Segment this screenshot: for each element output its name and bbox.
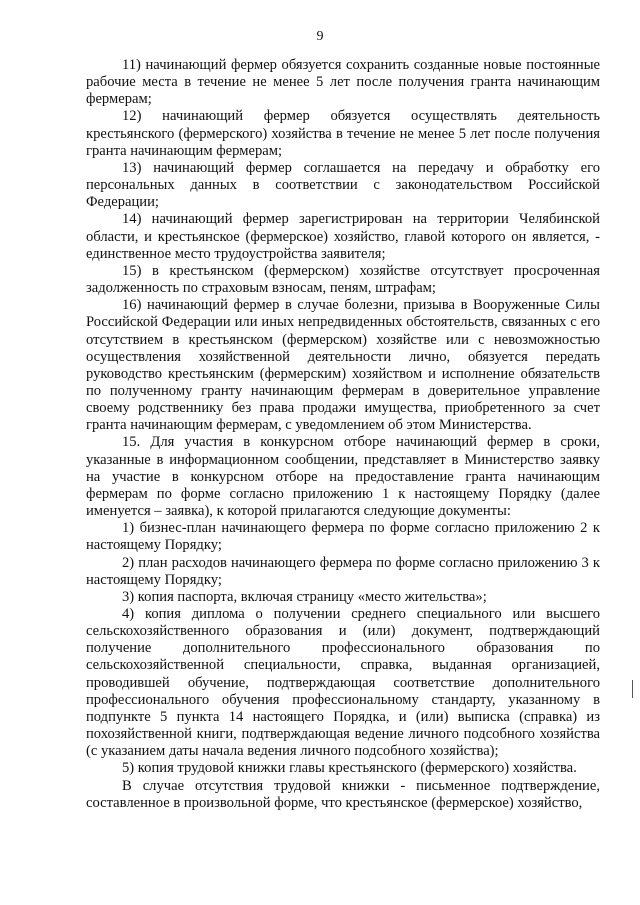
continuation-paragraph: В случае отсутствия трудовой книжки - письменное подтверждение, составленное в произвольной форме, что крестьянское (фермерское) хозяйство, [86, 777, 600, 811]
paragraph-item-15: 15) в крестьянском (фермерском) хозяйстве отсутствует просроченная задолженность по страховым взносам, пеням, штрафам; [86, 262, 600, 297]
scan-margin-mark [632, 680, 633, 698]
document-list-item-5: 5) копия трудовой книжки главы крестьянского (фермерского) хозяйства. [122, 760, 577, 777]
paragraph-item-14: 14) начинающий фермер зарегистрирован на территории Челябинской области, и крестьянское (фермерское) хозяйство, главой которого он является, - единственное место трудоустройства заявителя; [86, 211, 600, 262]
document-body [86, 57, 600, 812]
document-list-item-1: 1) бизнес-план начинающего фермера по форме согласно приложению 2 к настоящему Порядку; [86, 520, 600, 554]
document-list-item-3: 3) копия паспорта, включая страницу «место жительства»; [122, 588, 487, 605]
page-number: 9 [316, 29, 324, 44]
paragraph-item-12: 12) начинающий фермер обязуется осуществлять деятельность крестьянского (фермерского) хозяйства в течение не менее 5 лет после получения гранта начинающим фермерам; [86, 108, 600, 159]
paragraph-item-11: 11) начинающий фермер обязуется сохранить созданные новые постоянные рабочие места в течение не менее 5 лет после получения гранта начинающим фермерам; [86, 57, 600, 108]
document-list-item-2: 2) план расходов начинающего фермера по форме согласно приложению 3 к настоящему Порядку; [86, 554, 600, 588]
paragraph-item-16: 16) начинающий фермер в случае болезни, призыва в Вооруженные Силы Российской Федерации или иных непредвиденных обстоятельств, связанных с его отсутствием в крестьянском (фермерском) хозяйстве или с невозможностью осуществления хозяйственной деятельности лично, обязуется передать руководство крестьянским (фермерским) хозяйством и исполнение обязательств по полученному гранту начинающим фермерам в доверительное управление своему родственнику без права продажи имущества, приобретенного за счет гранта начинающим фермерам, с уведомлением об этом Министерства. [86, 297, 600, 434]
section-15-paragraph: 15. Для участия в конкурсном отборе начинающий фермер в сроки, указанные в информационном сообщении, представляет в Министерство заявку на участие в конкурсном отборе на предоставление гранта начинающим фермерам по форме согласно приложению 1 к настоящему Порядку (далее именуется – заявка), к которой прилагаются следующие документы: [86, 434, 600, 520]
document-list-item-4: 4) копия диплома о получении среднего специального или высшего сельскохозяйственного образования и (или) документ, подтверждающий получение дополнительного профессионального образования по сельскохозяйственной специальности, справка, выданная организацией, проводившей обучение, подтверждающая соответствие дополнительного профессионального обучения профессиональному стандарту, указанному в подпункте 5 пункта 14 настоящего Порядка, и (или) выписка (справка) из похозяйственной книги, подтверждающая ведение личного подсобного хозяйства (с указанием даты начала ведения личного подсобного хозяйства); [86, 606, 600, 760]
paragraph-item-13: 13) начинающий фермер соглашается на передачу и обработку его персональных данных в соответствии с законодательством Российской Федерации; [86, 159, 600, 211]
